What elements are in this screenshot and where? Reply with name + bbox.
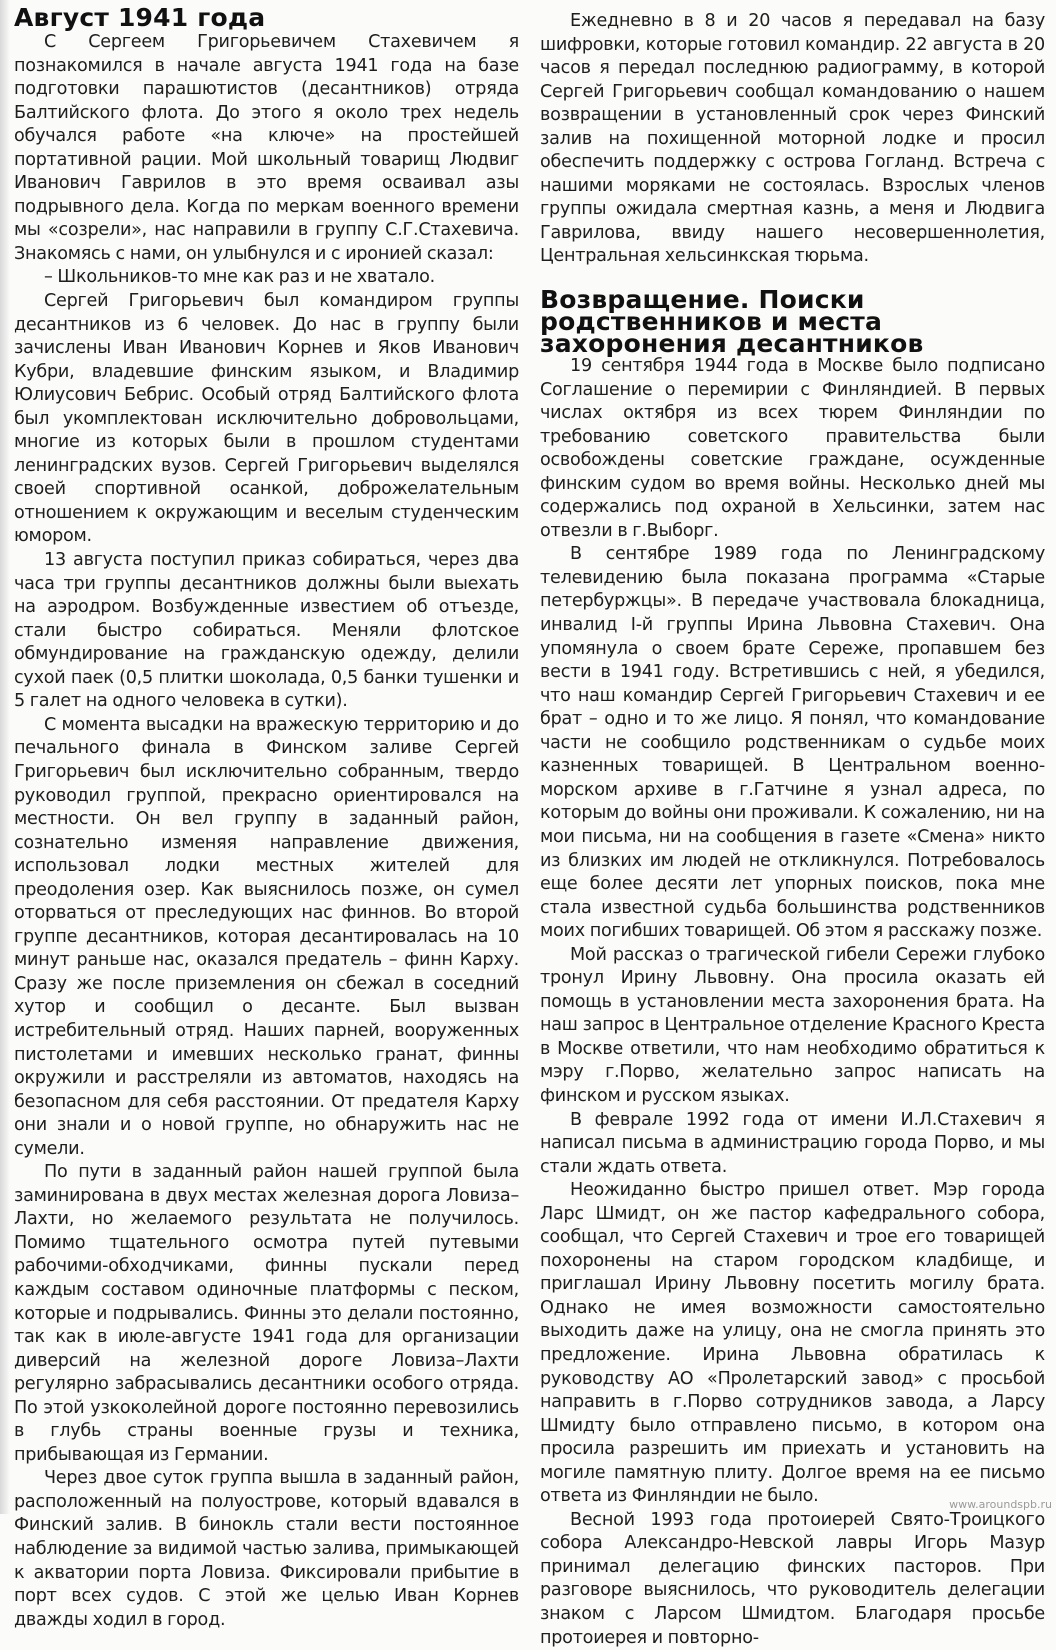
page-edge-shadow <box>0 0 10 1514</box>
right-column <box>540 10 1045 1650</box>
left-column <box>14 0 519 1632</box>
paragraph: 19 сентября 1944 года в Москве было подписано Соглашение о перемирии с Финляндией. В первых числах октября из всех тюрем Финляндии по требованию советского правительства были освобождены советские граждане, осужденные финским судом во время войны. Несколько дней мы содержались под охраной в Хельсинки, затем нас отвезли в г.Выборг. <box>540 356 1045 541</box>
paragraph: Сергей Григорьевич был командиром группы десантников из 6 человек. До нас в группу были зачислены Иван Иванович Корнев и Яков Иванович Кубри, владевшие финским языком, и Владимир Юлиусович Бебрис. Особый отряд Балтийского флота был укомплектован исключительно добровольцами, многие из которых были в прошлом студентами ленинградских вузов. Сергей Григорьевич выделялся своей спортивной осанкой, доброжелательным отношением к окружающим и веселым студенческим юмором. <box>14 291 519 547</box>
section-heading-return: Возвращение. Поиски родственников и места захоронения десантников <box>540 285 924 359</box>
paragraph: Мой рассказ о трагической гибели Сережи глубоко тронул Ирину Львовну. Она просила оказать ей помощь в установлении места захоронения брата. На наш запрос в Центральное отделение Красного Креста в Москве ответили, что нам необходимо обратиться к мэру г.Порво, желательно запрос написать на финском и русском языках. <box>540 944 1045 1106</box>
section-heading-august-1941: Август 1941 года <box>14 3 266 32</box>
watermark: www.aroundspb.ru <box>949 1498 1052 1511</box>
paragraph: По пути в заданный район нашей группой была заминирована в двух местах железная дорога Ловиза–Лахти, но желаемого результата не получилось. Помимо тщательного осмотра путей путевыми рабочими-обходчиками, финны пускали перед каждым составом одиночные платформы с песком, которые и подрывались. Финны это делали постоянно, так как в июле-августе 1941 года для организации диверсий на железной дороге Ловиза–Лахти регулярно забрасывались десантники особого отряда. По этой узкоколейной дороге постоянно перевозились в глубь страны военные грузы и техника, прибывающая из Германии. <box>14 1162 519 1465</box>
paragraph: Неожиданно быстро пришел ответ. Мэр города Ларс Шмидт, он же пастор кафедрального собора, сообщал, что Сергей Стахевич и трое его товарищей похоронены на старом городском кладбище, и приглашал Ирину Львовну посетить могилу брата. Однако не имея возможности самостоятельно выходить даже на улицу, она не смогла принять это предложение. Ирина Львовна обратилась к руководству АО «Пролетарский завод» с просьбой направить в г.Порво сотрудников завода, а Ларсу Шмидту было отправлено письмо, в котором она просила разрешить им приехать и установить на могиле памятную плиту. Долгое время на ее письмо ответа из Финляндии не было. <box>540 1180 1045 1507</box>
paragraph-quote: – Школьников-то мне как раз и не хватало. <box>44 267 435 288</box>
paragraph: 13 августа поступил приказ собираться, через два часа три группы десантников должны были выехать на аэродром. Возбужденные известием об отъезде, стали быстро собираться. Меняли флотское обмундирование на гражданскую одежду, делили сухой паек (0,5 плитки шоколада, 0,5 банки тушенки и 5 галет на одного человека в сутки). <box>14 550 519 712</box>
paragraph: Весной 1993 года протоиерей Свято-Троицкого собора Александро-Невской лавры Игорь Мазур принимал делегацию финских пасторов. При разговоре выяснилось, что руководитель делегации знаком с Ларсом Шмидтом. Благодаря просьбе протоиерея и повторно- <box>540 1509 1045 1648</box>
paragraph: Ежедневно в 8 и 20 часов я передавал на базу шифровки, которые готовил командир. 22 августа в 20 часов я передал последнюю радиограмму, в которой Сергей Григорьевич сообщал командованию о нашем возвращении в установленный срок через Финский залив на похищенной моторной лодке и просил обеспечить поддержку с острова Гогланд. Встреча с нашими моряками не состоялась. Взрослых членов группы ожидала смертная казнь, а меня и Людвига Гаврилова, ввиду нашего несовершеннолетия, Центральная хельсинкская тюрьма. <box>540 11 1045 267</box>
paragraph: В феврале 1992 года от имени И.Л.Стахевич я написал письма в администрацию города Порво, и мы стали ждать ответа. <box>540 1109 1045 1177</box>
paragraph: В сентябре 1989 года по Ленинградскому телевидению была показана программа «Старые петербуржцы». В передаче участвовала блокадница, инвалид I-й группы Ирина Львовна Стахевич. Она упомянула о своем брате Сереже, пропавшем без вести в 1941 году. Встретившись с ней, я убедился, что наш командир Сергей Григорьевич Стахевич и ее брат – одно и то же лицо. Я понял, что командование части не сообщило родственникам о судьбе моих казненных товарищей. В Центральном военно-морском архиве в г.Гатчине я узнал адреса, по которым до войны они проживали. К сожалению, ни на мои письма, ни на сообщения в газете «Смена» никто из близких им людей не откликнулся. Потребовалось еще более десяти лет упорных поисков, пока мне стала известной судьба большинства родственников моих погибших товарищей. Об этом я расскажу позже. <box>540 544 1045 942</box>
paragraph: Через двое суток группа вышла в заданный район, расположенный на полуострове, который вдавался в Финский залив. В бинокль стали вести постоянное наблюдение за видимой частью залива, примыкающей к акватории порта Ловиза. Фиксировали прибытие в порт всех судов. С этой же целью Иван Корнев дважды ходил в город. <box>14 1468 519 1630</box>
paragraph: С Сергеем Григорьевичем Стахевичем я познакомился в начале августа 1941 года на базе подготовки парашютистов (десантников) отряда Балтийского флота. До этого я около трех недель обучался работе «на ключе» на простейшей портативной рации. Мой школьный товарищ Людвиг Иванович Гаврилов в это время осваивал азы подрывного дела. Когда по меркам военного времени мы «созрели», нас направили в группу С.Г.Стахевича. Знакомясь с нами, он улыбнулся и с иронией сказал: <box>14 32 519 264</box>
paragraph: С момента высадки на вражескую территорию и до печального финала в Финском заливе Сергей Григорьевич был исключительно собранным, твердо руководил группой, прекрасно ориентировался на местности. Он вел группу в заданный район, сознательно изменяя направление движения, использовал лодки местных жителей для преодоления озер. Как выяснилось позже, он сумел оторваться от преследующих нас финнов. Во второй группе десантников, которая десантировалась на 10 минут раньше нас, оказался предатель – финн Карху. Сразу же после приземления он сбежал в соседний хутор и сообщил о десанте. Был вызван истребительный отряд. Наших парней, вооруженных пистолетами и имевших несколько гранат, финны окружили и расстреляли из автоматов, находясь на безопасном для себя расстоянии. От предателя Карху они знали и о новой группе, но обнаружить нас не сумели. <box>14 714 519 1159</box>
